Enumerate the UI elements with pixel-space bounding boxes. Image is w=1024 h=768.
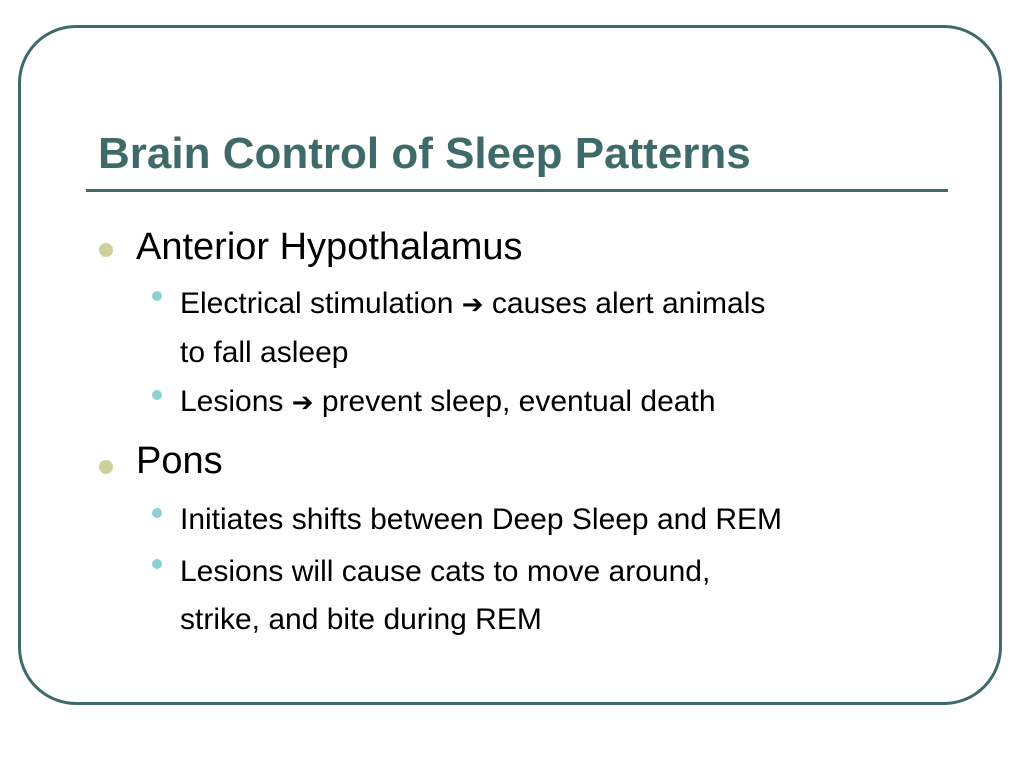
bullet-dot-icon [99,243,113,257]
sub-bullet-dot-icon [152,291,162,301]
sub-bullet-dot-icon [152,508,162,518]
sub-bullet-lesions-prevent-sleep [180,378,940,427]
sub-bullet-text: Electrical stimulation [180,287,462,320]
sub-bullet-text: Lesions will cause cats to move around, [180,555,711,588]
slide-title: Brain Control of Sleep Patterns [98,129,751,178]
sub-bullet-lesions-cats [180,548,940,644]
sub-bullet-text-continued: strike, and bite during REM [180,603,542,636]
sub-bullet-text: Lesions [180,385,292,418]
sub-bullet-initiates-shifts: Initiates shifts between Deep Sleep and REM [180,503,783,536]
arrow-right-icon: ➔ [291,388,314,418]
bullet-pons: Pons [136,440,223,482]
arrow-right-icon: ➔ [461,290,484,320]
sub-bullet-text-continued: to fall asleep [180,336,349,369]
sub-bullet-electrical-stimulation [180,280,940,377]
sub-bullet-dot-icon [152,559,162,569]
sub-bullet-dot-icon [152,390,162,400]
sub-bullet-text: causes alert animals [483,287,766,320]
bullet-anterior-hypothalamus: Anterior Hypothalamus [136,226,523,268]
bullet-dot-icon [99,460,113,474]
sub-bullet-text: prevent sleep, eventual death [313,385,716,418]
